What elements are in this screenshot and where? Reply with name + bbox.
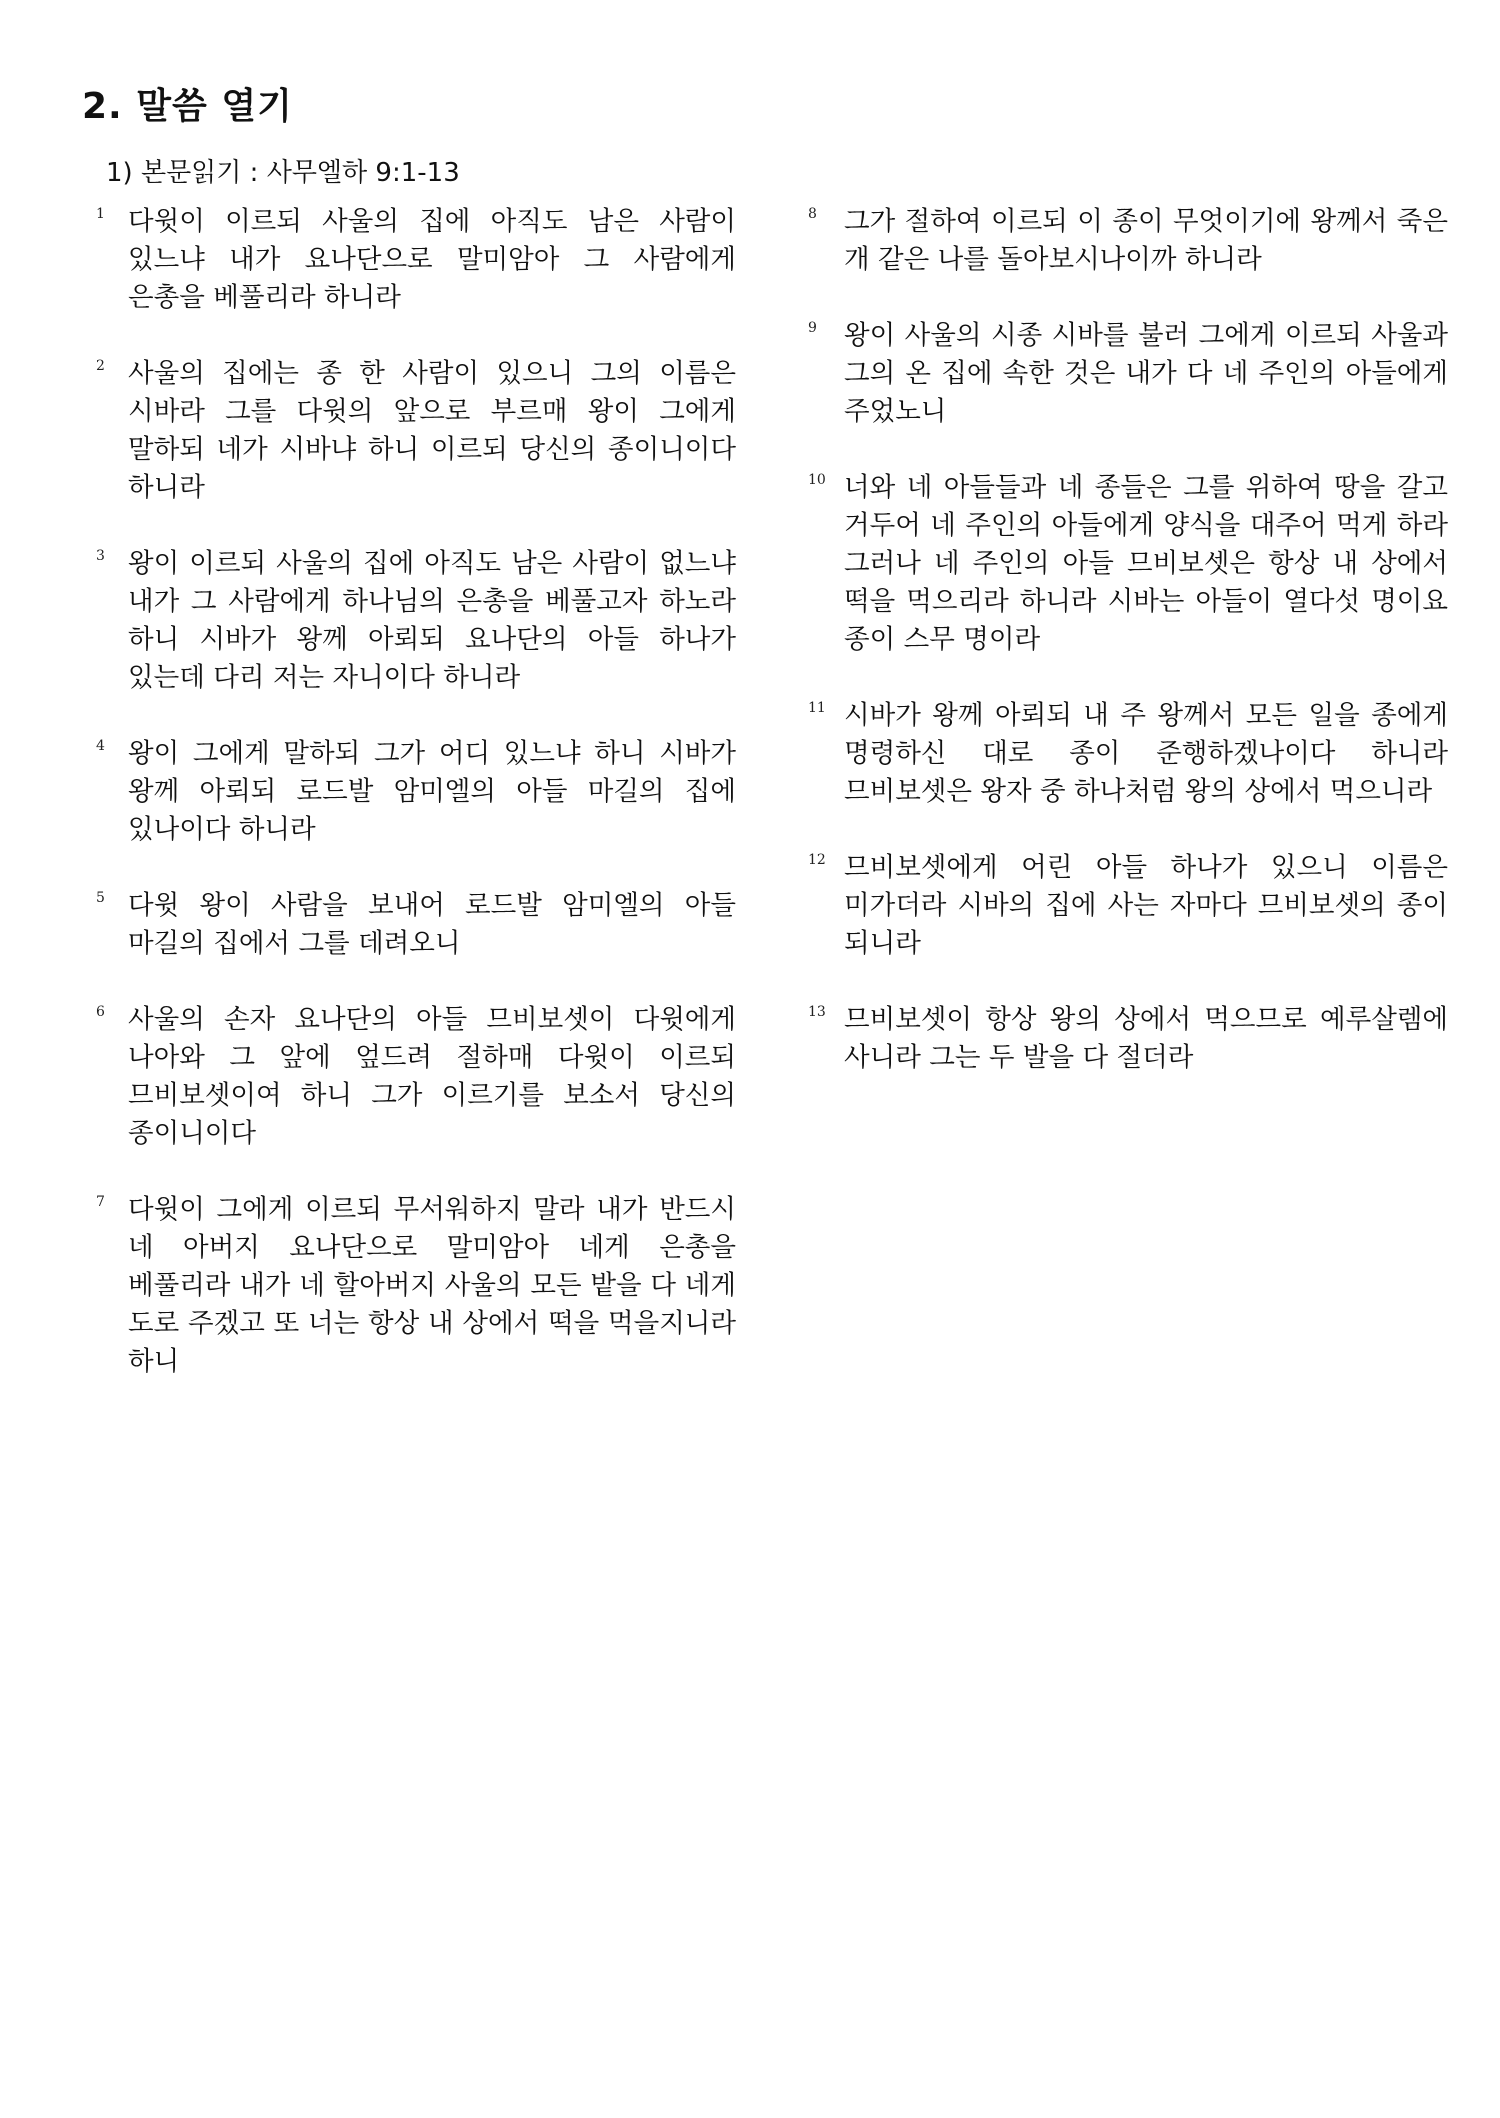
scripture-reference: 1) 본문읽기 : 사무엘하 9:1-13	[106, 158, 460, 188]
verse-text: 왕이 그에게 말하되 그가 어디 있느냐 하니 시바가 왕께 아뢰되 로드발 암미엘의 아들 마길의 집에 있나이다 하니라	[128, 738, 736, 845]
verse	[96, 355, 736, 507]
verse-text: 시바가 왕께 아뢰되 내 주 왕께서 모든 일을 종에게 명령하신 대로 종이 준행하겠나이다 하니라 므비보셋은 왕자 중 하나처럼 왕의 상에서 먹으니라	[844, 700, 1448, 807]
verse-number: 6	[96, 1004, 105, 1020]
verse-number: 8	[808, 206, 817, 222]
verse	[808, 203, 1448, 279]
verse-text: 그가 절하여 이르되 이 종이 무엇이기에 왕께서 죽은 개 같은 나를 돌아보시나이까 하니라	[844, 206, 1448, 275]
verse-text: 사울의 손자 요나단의 아들 므비보셋이 다윗에게 나아와 그 앞에 엎드려 절하매 다윗이 이르되 므비보셋이여 하니 그가 이르기를 보소서 당신의 종이니이다	[128, 1004, 736, 1149]
verse-number: 2	[96, 358, 105, 374]
verse-text: 므비보셋에게 어린 아들 하나가 있으니 이름은 미가더라 시바의 집에 사는 자마다 므비보셋의 종이 되니라	[844, 852, 1448, 959]
verse-text: 너와 네 아들들과 네 종들은 그를 위하여 땅을 갈고 거두어 네 주인의 아들에게 양식을 대주어 먹게 하라 그러나 네 주인의 아들 므비보셋은 항상 내 상에서 떡을 먹으리라 하니라 시바는 아들이 열다섯 명이요 종이 스무 명이라	[844, 472, 1448, 655]
verse-number: 4	[96, 738, 105, 754]
verse	[96, 887, 736, 963]
verse-number: 13	[808, 1004, 826, 1020]
verse-text: 왕이 이르되 사울의 집에 아직도 남은 사람이 없느냐 내가 그 사람에게 하나님의 은총을 베풀고자 하노라 하니 시바가 왕께 아뢰되 요나단의 아들 하나가 있는데 다리 저는 자니이다 하니라	[128, 548, 736, 693]
verse-number: 11	[808, 700, 826, 716]
verse-number: 5	[96, 890, 105, 906]
verse	[808, 469, 1448, 659]
verse	[96, 203, 736, 317]
verse-number: 1	[96, 206, 105, 222]
verse	[808, 1001, 1448, 1077]
verse-number: 10	[808, 472, 826, 488]
verse	[96, 545, 736, 697]
right-column	[808, 203, 1448, 1115]
verse-text: 다윗이 이르되 사울의 집에 아직도 남은 사람이 있느냐 내가 요나단으로 말미암아 그 사람에게 은총을 베풀리라 하니라	[128, 206, 736, 313]
left-column	[96, 203, 736, 1419]
verse-number: 9	[808, 320, 817, 336]
verse	[808, 317, 1448, 431]
verse-text: 므비보셋이 항상 왕의 상에서 먹으므로 예루살렘에 사니라 그는 두 발을 다 절더라	[844, 1004, 1448, 1073]
verse-text: 사울의 집에는 종 한 사람이 있으니 그의 이름은 시바라 그를 다윗의 앞으로 부르매 왕이 그에게 말하되 네가 시바냐 하니 이르되 당신의 종이니이다 하니라	[128, 358, 736, 503]
section-heading: 2. 말씀 열기	[82, 86, 293, 127]
verse	[96, 1001, 736, 1153]
verse-text: 다윗 왕이 사람을 보내어 로드발 암미엘의 아들 마길의 집에서 그를 데려오니	[128, 890, 736, 959]
verse	[808, 849, 1448, 963]
verse-text: 다윗이 그에게 이르되 무서워하지 말라 내가 반드시 네 아버지 요나단으로 말미암아 네게 은총을 베풀리라 내가 네 할아버지 사울의 모든 밭을 다 네게 도로 주겠고 또 너는 항상 내 상에서 떡을 먹을지니라 하니	[128, 1194, 736, 1377]
verse-number: 7	[96, 1194, 105, 1210]
verse-text: 왕이 사울의 시종 시바를 불러 그에게 이르되 사울과 그의 온 집에 속한 것은 내가 다 네 주인의 아들에게 주었노니	[844, 320, 1448, 427]
verse	[96, 1191, 736, 1381]
verse	[808, 697, 1448, 811]
verse	[96, 735, 736, 849]
verse-number: 12	[808, 852, 826, 868]
verse-number: 3	[96, 548, 105, 564]
